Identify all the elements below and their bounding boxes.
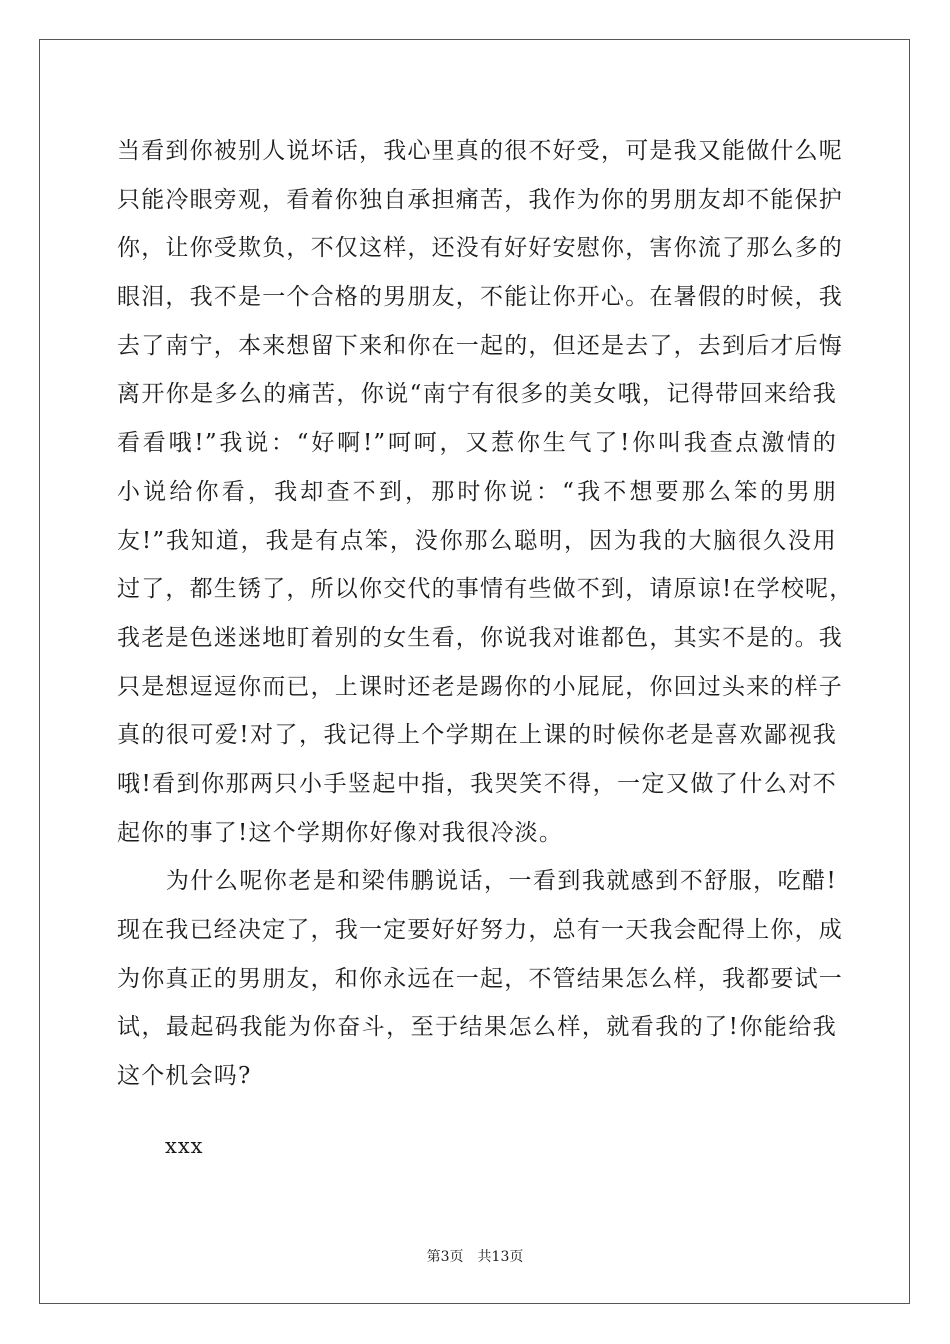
text-line: 只是想逗逗你而已，上课时还老是踢你的小屁屁，你回过头来的样子: [117, 673, 843, 700]
text-line: 当看到你被别人说坏话，我心里真的很不好受，可是我又能做什么呢: [117, 138, 843, 164]
text-line: 眼泪，我不是一个合格的男朋友，不能让你开心。在暑假的时候，我: [117, 284, 843, 311]
text-line: 去了南宁，本来想留下来和你在一起的，但还是去了，去到后才后悔: [117, 332, 843, 359]
text-line: 过了，都生锈了，所以你交代的事情有些做不到，请原谅!在学校呢，: [117, 576, 854, 603]
text-line: 只能冷眼旁观，看着你独自承担痛苦，我作为你的男朋友却不能保护: [117, 186, 843, 213]
text-line: 为你真正的男朋友，和你永远在一起，不管结果怎么样，我都要试一: [117, 965, 843, 992]
text-line: 我老是色迷迷地盯着别的女生看，你说我对谁都色，其实不是的。我: [117, 624, 843, 651]
text-line: 这个机会吗?: [117, 1063, 252, 1090]
page-footer: [0, 1247, 950, 1267]
text-line: 哦!看到你那两只小手竖起中指，我哭笑不得，一定又做了什么对不: [117, 770, 837, 797]
text-line: 起你的事了!这个学期你好像对我很冷淡。: [117, 819, 564, 846]
text-line: 小说给你看，我却查不到，那时你说：“我不想要那么笨的男朋: [117, 478, 837, 505]
text-line: 友!”我知道，我是有点笨，没你那么聪明，因为我的大脑很久没用: [117, 527, 837, 554]
text-line: 为什么呢你老是和梁伟鹏说话，一看到我就感到不舒服，吃醋!: [117, 868, 837, 895]
text-line: 现在我已经决定了，我一定要好好努力，总有一天我会配得上你，成: [117, 917, 843, 943]
signature: xxx: [165, 1134, 204, 1158]
page-number-total: 共13页: [477, 1249, 524, 1265]
text-line: 试，最起码我能为你奋斗，至于结果怎么样，就看我的了!你能给我: [117, 1014, 837, 1041]
text-line: 看看哦!”我说：“好啊!”呵呵，又惹你生气了!你叫我查点激情的: [117, 430, 837, 457]
text-line: 离开你是多么的痛苦，你说“南宁有很多的美女哦，记得带回来给我: [117, 381, 837, 408]
page-number-current: 第3页: [426, 1249, 464, 1265]
letter-body: [117, 127, 854, 1101]
text-line: 真的很可爱!对了，我记得上个学期在上课的时候你老是喜欢鄙视我: [117, 722, 837, 749]
text-line: 你，让你受欺负，不仅这样，还没有好好安慰你，害你流了那么多的: [117, 235, 843, 262]
